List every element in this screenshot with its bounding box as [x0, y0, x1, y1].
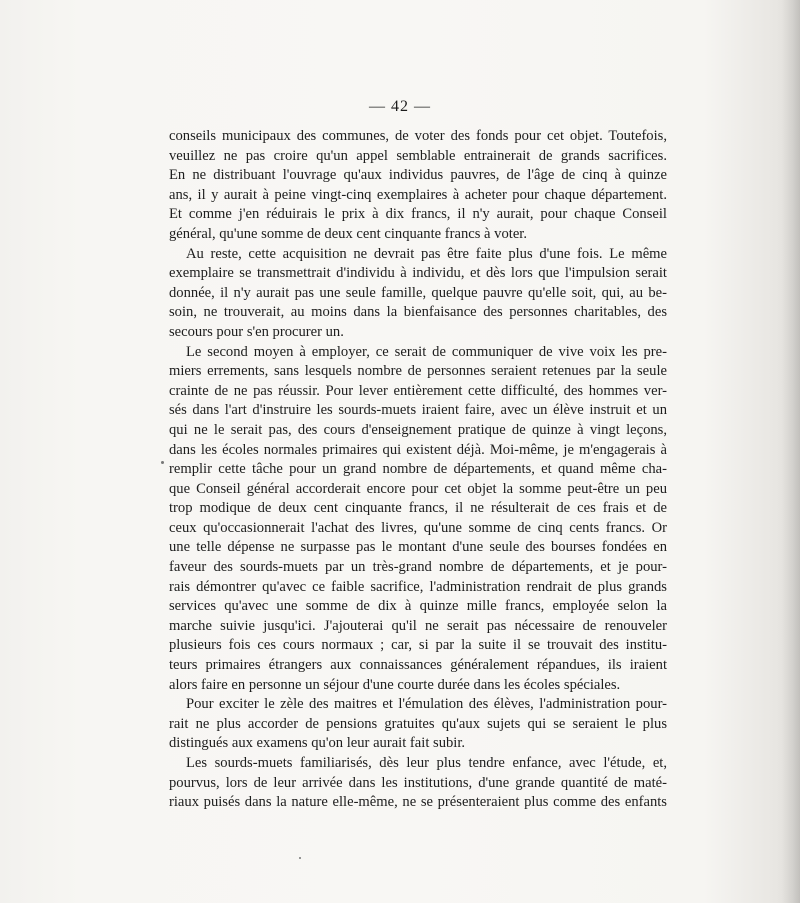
text-line: ceux qu'occasionnerait l'achat des livres, qu'une somme de cinq cents francs. Or	[169, 519, 667, 536]
text-line: une telle dépense ne surpasse pas le montant d'une seule des bourses fondées en	[169, 539, 667, 556]
text-line: riaux puisés dans la nature elle-même, ne se présenteraient plus comme des enfants	[169, 794, 667, 811]
text-line: distingués aux examens qu'on leur aurait fait subir.	[169, 735, 466, 752]
text-line: Pour exciter le zèle des maitres et l'émulation des élèves, l'administration pour-	[186, 696, 667, 713]
text-line: trop modique de deux cent cinquante francs, il ne résulterait de ces frais et de	[169, 500, 667, 517]
text-line: rais démontrer qu'avec ce faible sacrifice, l'administration rendrait de plus grands	[169, 578, 667, 595]
text-line: veuillez ne pas croire qu'un appel semblable entrainerait de grands sacrifices.	[169, 147, 667, 164]
text-line: Et comme j'en réduirais le prix à dix francs, il n'y aurait, pour chaque Conseil	[169, 206, 667, 223]
body-text	[169, 127, 667, 813]
text-line: faveur des sourds-muets par un très-grand nombre de départements, et je pour-	[169, 559, 667, 576]
paper-speck	[299, 857, 301, 859]
text-line: En ne distribuant l'ouvrage qu'aux individus pauvres, de l'âge de cinq à quinze	[169, 167, 667, 184]
text-line: crainte de ne pas réussir. Pour lever entièrement cette difficulté, des hommes ver-	[169, 382, 667, 399]
text-line: teurs primaires étrangers aux connaissances généralement répandues, ils iraient	[169, 657, 667, 674]
text-line: Au reste, cette acquisition ne devrait pas être faite plus d'une fois. Le même	[186, 245, 667, 262]
text-line: services qu'avec une somme de dix à quinze mille francs, employée selon la	[169, 598, 667, 615]
text-line: plusieurs fois ces cours normaux ; car, si par la suite il se trouvait des institu-	[169, 637, 667, 654]
text-line: dans les écoles normales primaires qui existent déjà. Moi-même, je m'engagerais à	[169, 441, 667, 458]
text-line: marche suivie jusqu'ici. J'ajouterai qu'il ne serait pas nécessaire de renouveler	[169, 617, 667, 634]
text-line: donnée, il n'y aurait pas une seule famille, quelque pauvre qu'elle soit, qui, au be-	[169, 284, 667, 301]
text-line: conseils municipaux des communes, de voter des fonds pour cet objet. Toutefois,	[169, 128, 667, 144]
text-line: alors faire en personne un séjour d'une courte durée dans les écoles spéciales.	[169, 676, 621, 693]
text-line: sés dans l'art d'instruire les sourds-muets iraient faire, avec un élève instruit et un	[169, 402, 667, 419]
text-line: secours pour s'en procurer un.	[169, 323, 344, 340]
text-line: que Conseil général accorderait encore pour cet objet la somme peut-être un peu	[169, 480, 667, 497]
text-line: soin, ne trouverait, au moins dans la bienfaisance des personnes charitables, des	[169, 304, 667, 321]
text-line: rait ne plus accorder de pensions gratuites qu'aux sujets qui se seraient le plus	[169, 715, 667, 732]
text-line: miers errements, sans lesquels nombre de personnes seraient retenues par la seule	[169, 363, 667, 380]
text-line: Le second moyen à employer, ce serait de communiquer de vive voix les pre-	[186, 343, 667, 360]
text-line: pourvus, lors de leur arrivée dans les institutions, d'une grande quantité de maté-	[169, 774, 667, 791]
page-edge-shadow	[782, 0, 800, 903]
page-number: — 42 —	[369, 98, 431, 115]
text-line: qui ne le serait pas, des cours d'enseignement pratique de quinze à vingt leçons,	[169, 421, 667, 438]
text-line: remplir cette tâche pour un grand nombre de départements, et quand même cha-	[169, 461, 667, 478]
text-line: général, qu'une somme de deux cent cinquante francs à voter.	[169, 225, 528, 242]
text-line: ans, il y aurait à peine vingt-cinq exemplaires à acheter pour chaque département.	[169, 186, 667, 203]
paper-speck	[161, 461, 164, 464]
text-line: exemplaire se transmettrait d'individu à individu, et dès lors que l'impulsion serait	[169, 265, 667, 282]
text-line: Les sourds-muets familiarisés, dès leur plus tendre enfance, avec l'étude, et,	[186, 755, 667, 771]
